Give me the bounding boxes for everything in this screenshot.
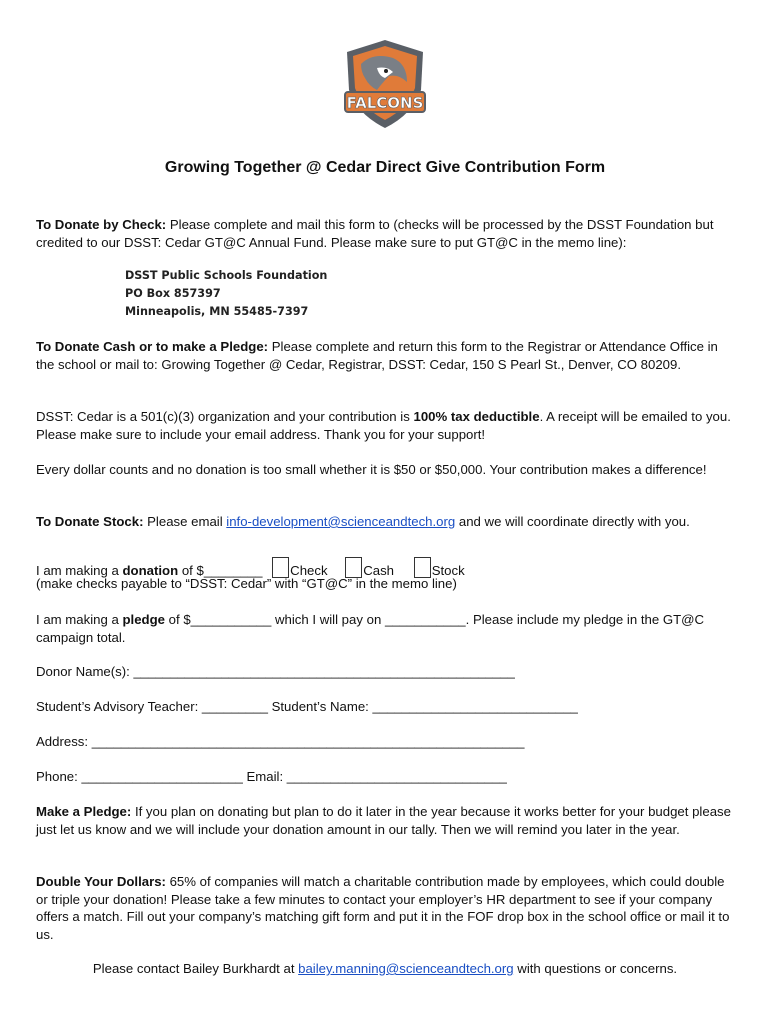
address-line: PO Box 857397 [125,287,221,300]
advisory-student-field[interactable]: Student’s Advisory Teacher: _________ Student’s Name: ____________________________ [36,699,578,714]
donate-by-check-text: Please complete and mail this form to (checks will be processed by the DSST Foundation but credited to our DSST: Cedar GT@C Annual Fund. Please make sure to put GT@C in the memo line): [36,217,714,250]
falcons-logo [333,38,437,130]
tax-text-pre: DSST: Cedar is a 501(c)(3) organization and your contribution is [36,409,414,424]
donate-cash-label: To Donate Cash or to make a Pledge: [36,339,269,354]
make-pledge-text: If you plan on donating but plan to do it later in the year because it works better for your budget please just let us know and we will include your donation amount in our tally. Then we will remind you later in the year. [36,804,731,837]
donor-name-field[interactable]: Donor Name(s): ____________________________________________________ [36,664,515,679]
address-line: DSST Public Schools Foundation [125,269,328,282]
tax-deductible-paragraph [36,408,736,443]
contact-text-pre: Please contact Bailey Burkhardt at [92,961,299,976]
pledge-text-post: of $___________ which I will pay on ___________. Please include my pledge in the GT@C campaign total. [36,612,705,645]
double-dollars-text: 65% of companies will match a charitable contribution made by employees, which could double or triple your donation! Please take a few minutes to contact your employer’s HR department to see if your company offers a match. Fill out your company’s matching gift form and put it in the FOF drop box in the school office or mail it to us. [36,874,730,942]
donation-text-pre: I am making a [36,563,123,578]
phone-email-field[interactable]: Phone: ______________________ Email: ______________________________ [36,769,507,784]
address-field[interactable]: Address: ___________________________________________________________ [36,734,525,749]
svg-text:FALCONS: FALCONS [346,94,424,112]
bailey-email-link[interactable]: bailey.manning@scienceandtech.org [298,961,514,976]
donation-bold: donation [122,563,179,578]
every-dollar-paragraph: Every dollar counts and no donation is too small whether it is $50 or $50,000. Your contribution makes a difference! [36,462,707,477]
stock-option-label: Stock [431,563,465,578]
donation-text-post: of $________ [178,563,267,578]
form-title: Growing Together @ Cedar Direct Give Contribution Form [164,159,606,176]
contact-text-post: with questions or concerns. [513,961,678,976]
make-pledge-label: Make a Pledge: [36,804,132,819]
donate-by-check-paragraph [36,216,736,251]
donate-stock-paragraph [36,513,736,531]
info-development-email-link[interactable]: info-development@scienceandtech.org [226,514,456,529]
check-option-label: Check [290,563,328,578]
donate-cash-paragraph [36,338,736,373]
pledge-bold: pledge [122,612,165,627]
pledge-line [36,611,736,646]
make-pledge-paragraph [36,803,736,838]
pledge-text-pre: I am making a [36,612,123,627]
donate-by-check-label: To Donate by Check: [36,217,167,232]
double-dollars-paragraph [36,873,736,943]
double-dollars-label: Double Your Dollars: [36,874,166,889]
donate-cash-text: Please complete and return this form to the Registrar or Attendance Office in the school or mail to: Growing Together @ Cedar, Registrar, DSST: Cedar, 150 S Pearl St., Denver, CO 80209. [36,339,718,372]
stock-text-pre: Please email [143,514,227,529]
donation-note: (make checks payable to “DSST: Cedar” with “GT@C” in the memo line) [36,576,457,591]
contact-line [0,960,770,978]
tax-text-post: . A receipt will be emailed to you. Please make sure to include your email address. Thank you for your support! [36,409,731,442]
cash-option-label: Cash [363,563,395,578]
address-line: Minneapolis, MN 55485-7397 [125,305,309,318]
mailing-address [125,267,327,321]
donate-stock-label: To Donate Stock: [36,514,144,529]
stock-text-post: and we will coordinate directly with you. [455,514,690,529]
tax-deductible-bold: 100% tax deductible [413,409,540,424]
